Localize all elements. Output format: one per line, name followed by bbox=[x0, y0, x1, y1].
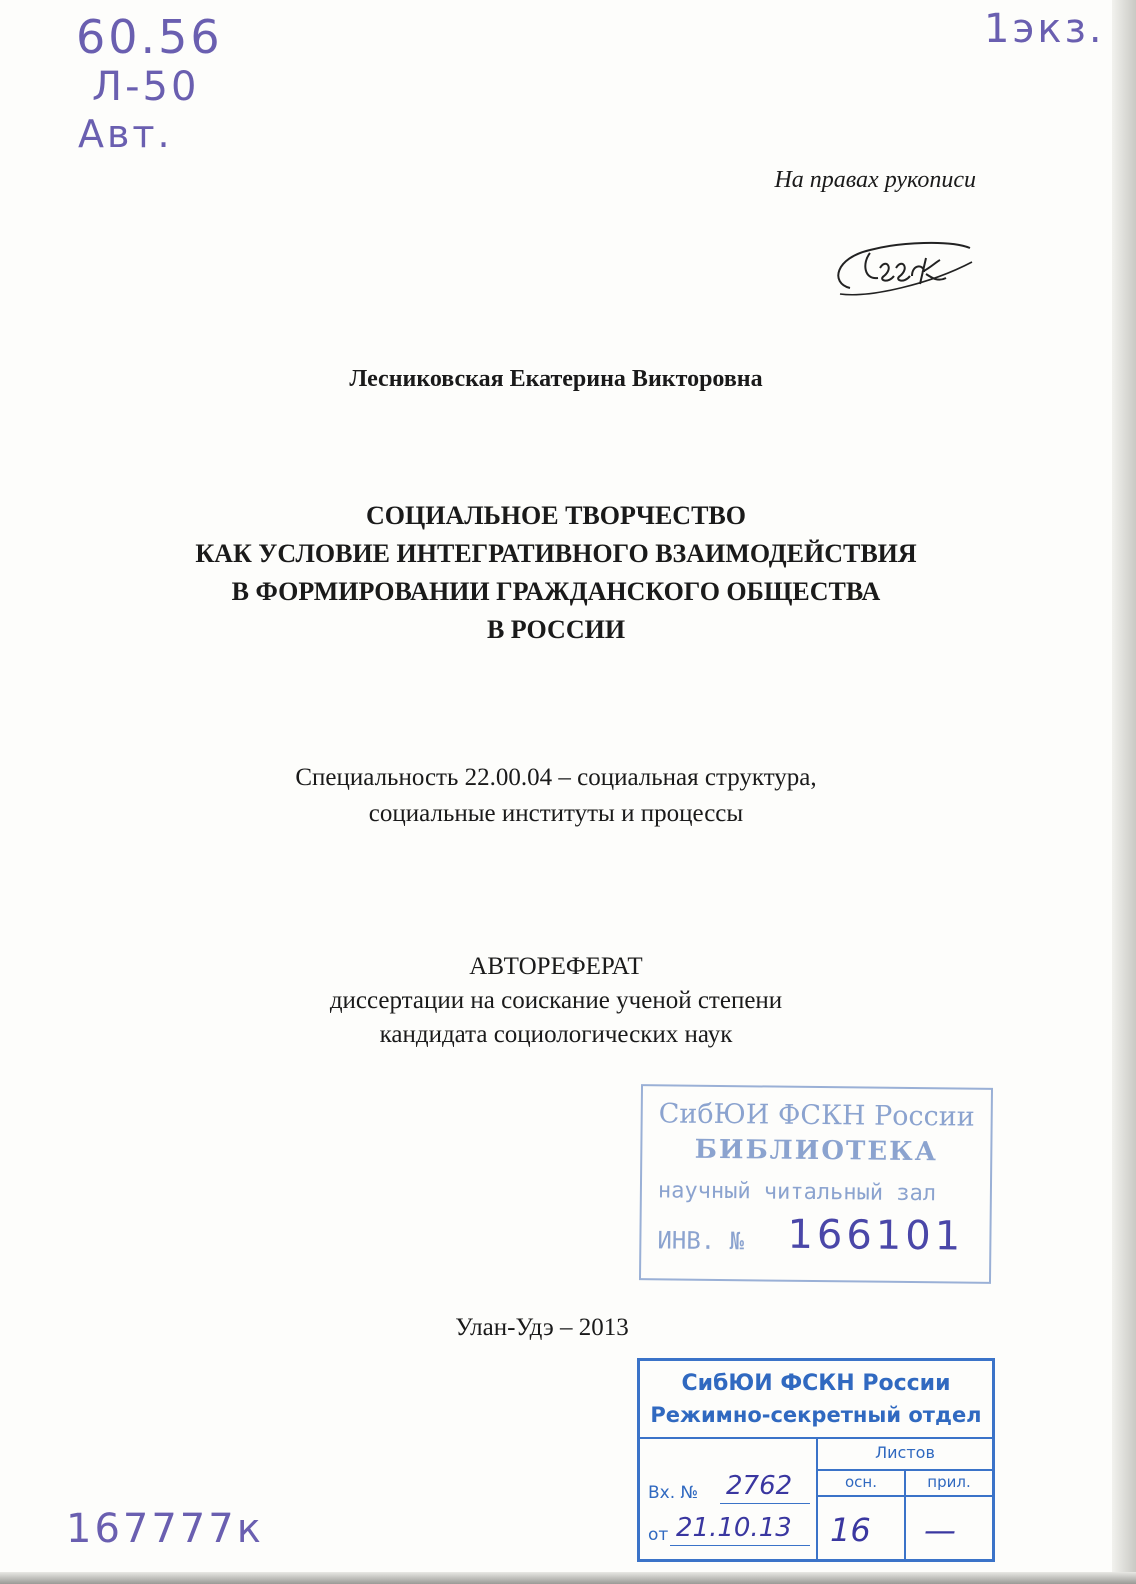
handwritten-code-top: 60.56 bbox=[76, 10, 223, 64]
scan-right-edge bbox=[1112, 0, 1136, 1584]
stamp-underline bbox=[720, 1503, 810, 1504]
title-line: В ФОРМИРОВАНИИ ГРАЖДАНСКОГО ОБЩЕСТВА bbox=[231, 577, 881, 606]
title-line: В РОССИИ bbox=[486, 615, 626, 644]
registry-stamp-line: Режимно-секретный отдел bbox=[650, 1403, 982, 1427]
main-label: осн. bbox=[845, 1473, 877, 1491]
signature-icon bbox=[830, 228, 980, 303]
date-value: 21.10.13 bbox=[676, 1513, 792, 1543]
handwritten-code-third: Авт. bbox=[78, 112, 173, 156]
title-line: КАК УСЛОВИЕ ИНТЕГРАТИВНОГО ВЗАИМОДЕЙСТВИЯ bbox=[195, 539, 917, 568]
rights-note: На правах рукописи bbox=[774, 167, 976, 193]
attach-label: прил. bbox=[927, 1473, 971, 1491]
registry-stamp-line: СибЮИ ФСКН России bbox=[681, 1371, 951, 1396]
scan-bottom-edge bbox=[0, 1572, 1136, 1584]
incoming-number: 2762 bbox=[726, 1471, 793, 1501]
library-stamp-inv-label: ИНВ. № bbox=[657, 1226, 745, 1256]
stamp-divider bbox=[816, 1469, 992, 1471]
specialty-line: Специальность 22.00.04 – социальная структура, bbox=[295, 764, 817, 791]
specialty-block bbox=[0, 760, 1112, 832]
sheets-label: Листов bbox=[875, 1443, 935, 1462]
library-stamp-inv-number: 166101 bbox=[787, 1211, 965, 1260]
registry-stamp bbox=[637, 1358, 995, 1562]
handwritten-bottom-number: 167777к bbox=[66, 1506, 264, 1552]
handwritten-copies: 1экз. bbox=[984, 6, 1105, 52]
incoming-label: Вх. № bbox=[648, 1483, 699, 1503]
library-stamp-line: научный читальный зал bbox=[657, 1178, 937, 1207]
abstract-heading: АВТОРЕФЕРАТ bbox=[469, 953, 643, 980]
abstract-block bbox=[0, 950, 1112, 1052]
date-label: от bbox=[648, 1525, 669, 1545]
handwritten-code-second: Л-50 bbox=[92, 64, 200, 110]
title-line: СОЦИАЛЬНОЕ ТВОРЧЕСТВО bbox=[366, 501, 746, 530]
abstract-line: кандидата социологических наук bbox=[379, 1021, 733, 1048]
library-stamp bbox=[639, 1084, 993, 1284]
abstract-line: диссертации на соискание ученой степени bbox=[329, 987, 783, 1014]
dissertation-title bbox=[0, 497, 1112, 649]
place-year: Улан-Удэ – 2013 bbox=[455, 1314, 629, 1341]
author-name: Лесниковская Екатерина Викторовна bbox=[349, 366, 763, 392]
stamp-divider bbox=[816, 1495, 992, 1497]
specialty-line: социальные институты и процессы bbox=[368, 800, 744, 827]
main-sheets-value: 16 bbox=[830, 1511, 871, 1549]
attach-sheets-value: — bbox=[924, 1511, 956, 1549]
library-stamp-line: БИБЛИОТЕКА bbox=[694, 1134, 939, 1168]
library-stamp-line: СибЮИ ФСКН России bbox=[658, 1098, 975, 1133]
stamp-underline bbox=[670, 1545, 810, 1546]
